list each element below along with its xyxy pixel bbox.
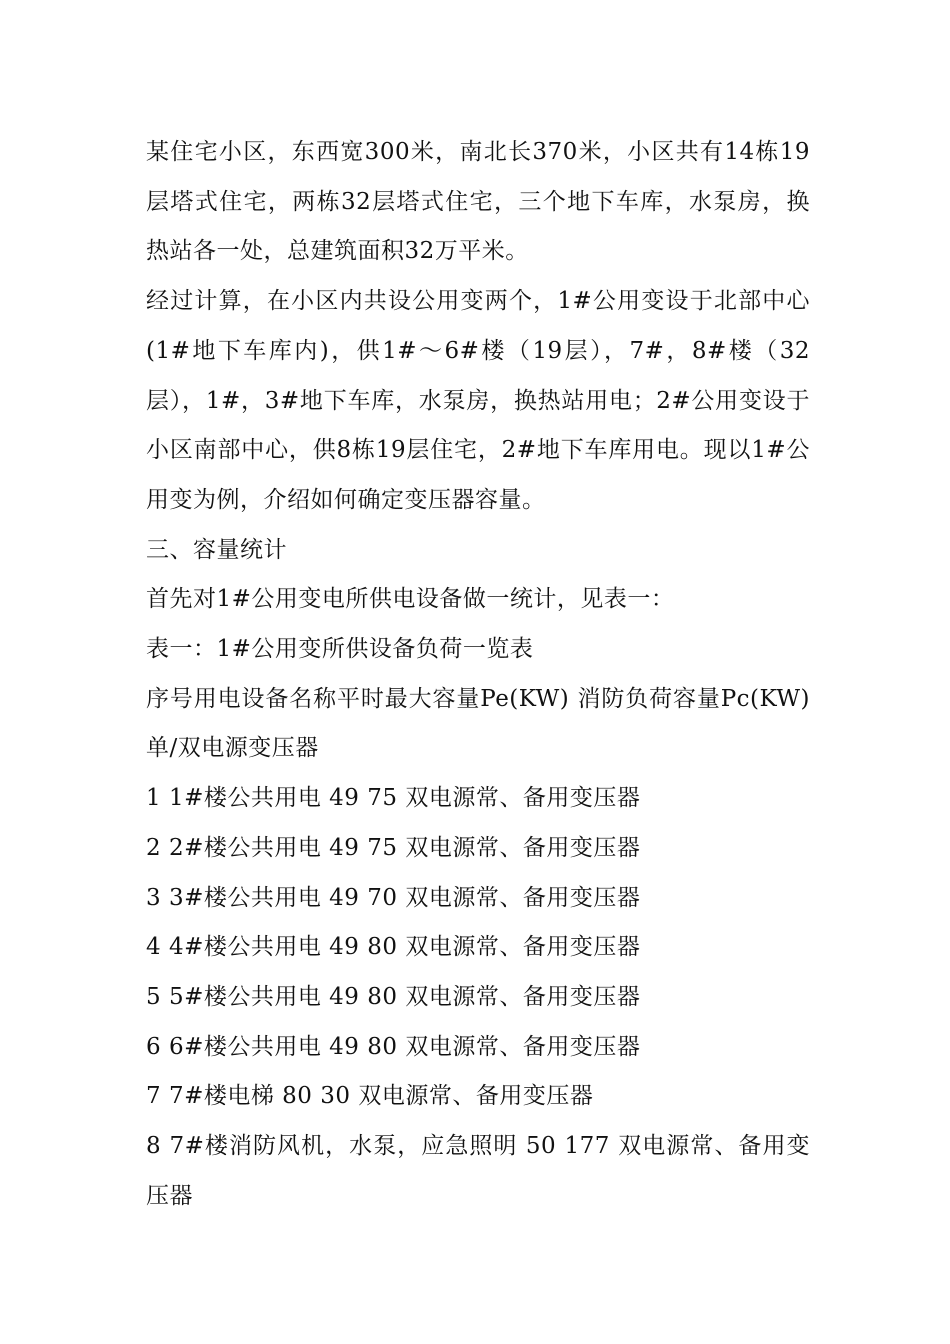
table-row: 3 3#楼公共用电 49 70 双电源常、备用变压器 — [146, 884, 641, 911]
table-row: 1 1#楼公共用电 49 75 双电源常、备用变压器 — [146, 785, 641, 812]
paragraph-transformer-setup: 经过计算，在小区内共设公用变两个，1#公用变设于北部中心(1#地下车库内)，供1#～6#楼（19层），7#，8#楼（32层），1#，3#地下车库，水泵房，换热站用电；2#公用变设于小区南部中心，供8栋19层住宅，2#地下车库用电。现以1#公用变为例，介绍如何确定变压器容量。 — [146, 288, 810, 513]
table-row: 4 4#楼公共用电 49 80 双电源常、备用变压器 — [146, 934, 641, 961]
table-row: 2 2#楼公共用电 49 75 双电源常、备用变压器 — [146, 834, 641, 861]
paragraph-intro: 首先对1#公用变电所供电设备做一统计，见表一： — [146, 586, 675, 613]
table-body — [146, 774, 810, 1221]
table-row: 5 5#楼公共用电 49 80 双电源常、备用变压器 — [146, 983, 641, 1010]
paragraph-site-description: 某住宅小区，东西宽300米，南北长370米，小区共有14栋19层塔式住宅，两栋32层塔式住宅，三个地下车库，水泵房，换热站各一处，总建筑面积32万平米。 — [146, 139, 810, 265]
table-row: 6 6#楼公共用电 49 80 双电源常、备用变压器 — [146, 1033, 641, 1060]
table-header: 序号用电设备名称平时最大容量Pe(KW) 消防负荷容量Pc(KW) 单/双电源变压器 — [146, 685, 810, 762]
table-caption: 表一：1#公用变所供设备负荷一览表 — [146, 636, 534, 663]
document-page — [146, 128, 810, 1221]
section-heading: 三、容量统计 — [146, 536, 287, 563]
table-row: 8 7#楼消防风机，水泵，应急照明 50 177 双电源常、备用变压器 — [146, 1133, 810, 1209]
table-row: 7 7#楼电梯 80 30 双电源常、备用变压器 — [146, 1083, 594, 1110]
